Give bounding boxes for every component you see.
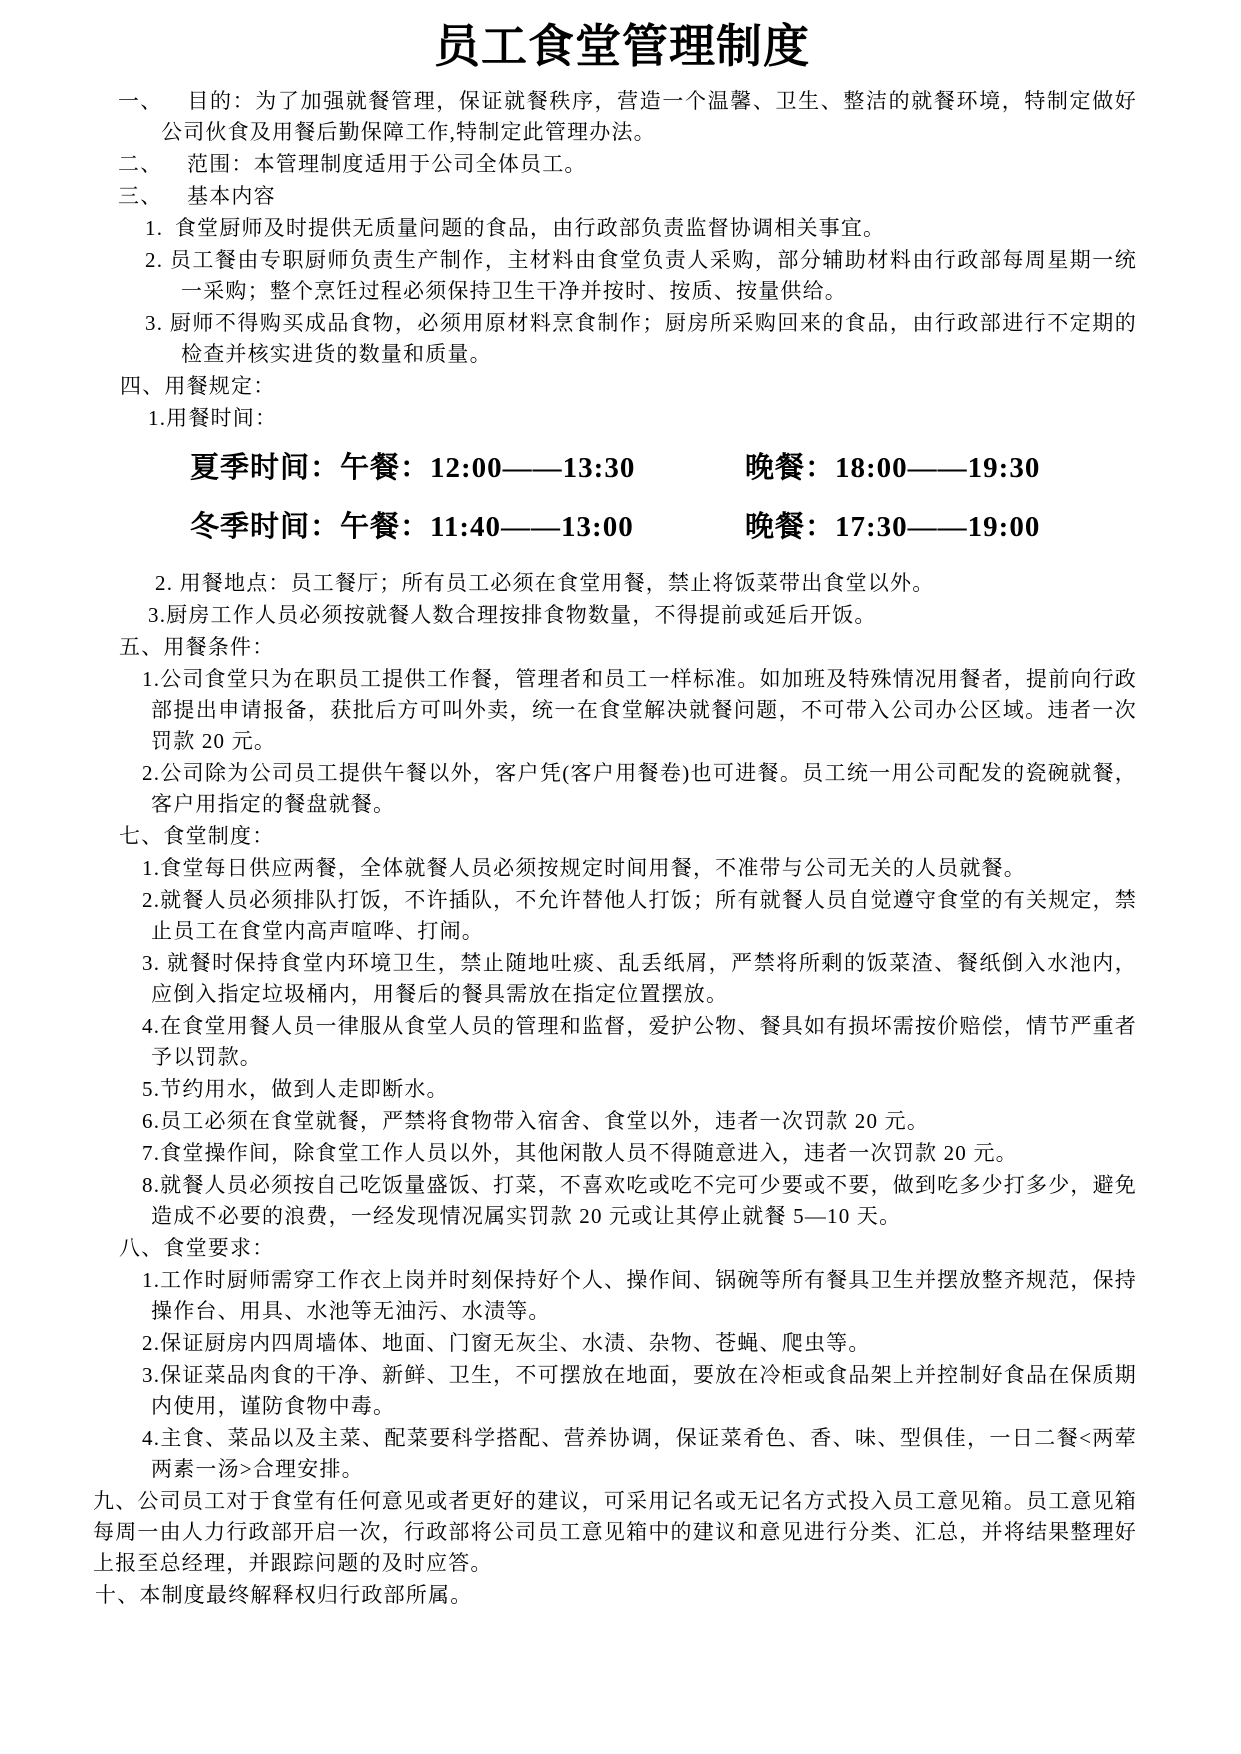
dining-rules-place-item: 2. 用餐地点：员工餐厅；所有员工必须在食堂用餐，禁止将饭菜带出食堂以外。	[155, 571, 935, 595]
section-suggestions: 九、公司员工对于食堂有任何意见或者更好的建议，可采用记名或无记名方式投入员工意见箱。员工意见箱每周一由人力行政部开启一次，行政部将公司员工意见箱中的建议和意见进行分类、汇总，并将结果整理好上报至总经理，并跟踪问题的及时应答。	[93, 1489, 1137, 1575]
section-purpose-text: 目的：为了加强就餐管理，保证就餐秩序，营造一个温馨、卫生、整洁的就餐环境，特制定做好公司伙食及用餐后勤保障工作,特制定此管理办法。	[161, 89, 1137, 144]
basic-item-3: 3. 厨师不得购买成品食物，必须用原材料烹食制作；厨房所采购回来的食品，由行政部进行不定期的检查并核实进货的数量和质量。	[145, 311, 1137, 366]
canteen-rules-item-7: 7.食堂操作间，除食堂工作人员以外，其他闲散人员不得随意进入，违者一次罚款 20 元。	[142, 1141, 1018, 1165]
summer-dinner-time: 晚餐：18:00——19:30	[745, 452, 1041, 484]
dining-conditions-item-1: 1.公司食堂只为在职员工提供工作餐，管理者和员工一样标准。如加班及特殊情况用餐者，提前向行政部提出申请报备，获批后方可叫外卖，统一在食堂解决就餐问题，不可带入公司办公区域。违者一次罚款 20 元。	[142, 667, 1137, 753]
canteen-rules-item-5: 5.节约用水，做到人走即断水。	[142, 1077, 449, 1101]
canteen-requirements-item-1: 1.工作时厨师需穿工作衣上岗并时刻保持好个人、操作间、锅碗等所有餐具卫生并摆放整齐规范，保持操作台、用具、水池等无油污、水渍等。	[142, 1268, 1137, 1323]
dining-conditions-item-2: 2.公司除为公司员工提供午餐以外，客户凭(客户用餐卷)也可进餐。员工统一用公司配发的瓷碗就餐，客户用指定的餐盘就餐。	[142, 761, 1137, 816]
basic-item-2: 2. 员工餐由专职厨师负责生产制作，主材料由食堂负责人采购，部分辅助材料由行政部每周星期一统一采购；整个烹饪过程必须保持卫生干净并按时、按质、按量供给。	[145, 248, 1137, 303]
canteen-rules-item-6: 6.员工必须在食堂就餐，严禁将食物带入宿舍、食堂以外，违者一次罚款 20 元。	[142, 1109, 930, 1133]
section-scope-number: 二、	[118, 152, 163, 176]
section-interpretation: 十、本制度最终解释权归行政部所属。	[95, 1583, 473, 1607]
dining-rules-quantity-item: 3.厨房工作人员必须按就餐人数合理按排食物数量，不得提前或延后开饭。	[148, 603, 877, 627]
section-purpose	[118, 86, 1137, 148]
canteen-rules-item-2: 2.就餐人员必须排队打饭，不许插队，不允许替他人打饭；所有就餐人员自觉遵守食堂的有关规定，禁止员工在食堂内高声喧哗、打闹。	[142, 888, 1137, 943]
canteen-rules-item-8: 8.就餐人员必须按自己吃饭量盛饭、打菜，不喜欢吃或吃不完可少要或不要，做到吃多少打多少，避免造成不必要的浪费，一经发现情况属实罚款 20 元或让其停止就餐 5—10 天。	[142, 1173, 1137, 1228]
canteen-requirements-item-2: 2.保证厨房内四周墙体、地面、门窗无灰尘、水渍、杂物、苍蝇、爬虫等。	[142, 1331, 871, 1355]
document-title: 员工食堂管理制度	[434, 21, 810, 72]
canteen-rules-item-4: 4.在食堂用餐人员一律服从食堂人员的管理和监督，爱护公物、餐具如有损坏需按价赔偿，情节严重者予以罚款。	[142, 1014, 1137, 1069]
section-basic-heading	[118, 181, 1137, 212]
canteen-rules-item-1: 1.食堂每日供应两餐，全体就餐人员必须按规定时间用餐，不准带与公司无关的人员就餐。	[142, 856, 1026, 880]
section-canteen-requirements-heading: 八、食堂要求：	[119, 1236, 275, 1260]
winter-lunch-time: 冬季时间：午餐：11:40——13:00	[190, 511, 634, 543]
section-purpose-number: 一、	[118, 89, 163, 113]
section-dining-rules-heading: 四、用餐规定：	[120, 374, 276, 398]
section-scope	[118, 149, 1137, 180]
section-basic-number: 三、	[118, 184, 163, 208]
basic-item-1: 1. 食堂厨师及时提供无质量问题的食品，由行政部负责监督协调相关事宜。	[145, 216, 886, 240]
section-scope-text: 范围：本管理制度适用于公司全体员工。	[187, 152, 587, 176]
canteen-requirements-item-3: 3.保证菜品肉食的干净、新鲜、卫生，不可摆放在地面，要放在冷柜或食品架上并控制好食品在保质期内使用，谨防食物中毒。	[142, 1363, 1137, 1418]
canteen-requirements-item-4: 4.主食、菜品以及主菜、配菜要科学搭配、营养协调，保证菜肴色、香、味、型俱佳，一日二餐<两荤两素一汤>合理安排。	[142, 1426, 1137, 1481]
dining-rules-time-item: 1.用餐时间：	[148, 406, 278, 430]
winter-dinner-time: 晚餐：17:30——19:00	[745, 511, 1041, 543]
winter-meal-times	[190, 509, 1137, 545]
section-canteen-rules-heading: 七、食堂制度：	[119, 824, 275, 848]
canteen-rules-item-3: 3. 就餐时保持食堂内环境卫生，禁止随地吐痰、乱丢纸屑，严禁将所剩的饭菜渣、餐纸倒入水池内，应倒入指定垃圾桶内，用餐后的餐具需放在指定位置摆放。	[142, 951, 1137, 1006]
summer-meal-times	[190, 450, 1137, 486]
section-dining-conditions-heading: 五、用餐条件：	[119, 635, 275, 659]
section-basic-heading-text: 基本内容	[187, 184, 276, 208]
summer-lunch-time: 夏季时间：午餐：12:00——13:30	[190, 452, 636, 484]
